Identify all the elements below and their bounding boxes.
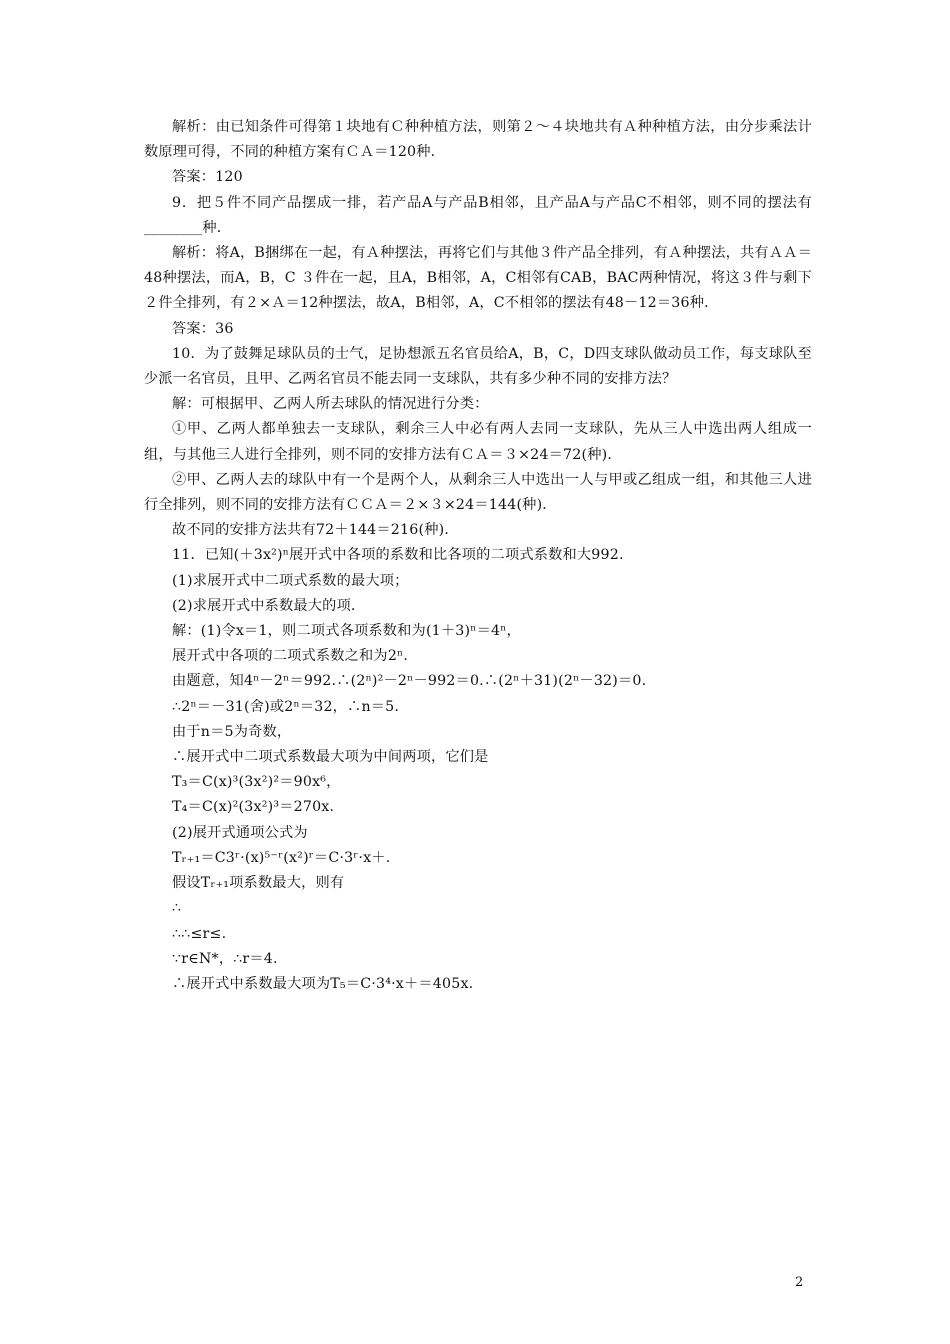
solution-11-line-12: ∴ — [172, 900, 182, 917]
solution-10-case-1: ①甲、乙两人都单独去一支球队，剩余三人中必有两人去同一支球队，先从三人中选出两人组成一组，与其他三人进行全排列，则不同的安排方法有ＣＡ＝３×24＝72(种)． — [144, 421, 812, 463]
question-9: 9．把５件不同产品摆成一排，若产品A与产品B相邻，且产品A与产品C不相邻，则不同的摆法有________种． — [144, 194, 812, 236]
solution-11-line-10: Tᵣ₊₁＝C3ʳ·(x)⁵⁻ʳ(x²)ʳ＝C·3ʳ·x＋. — [172, 849, 391, 866]
solution-10-case-2: ②甲、乙两人去的球队中有一个是两个人，从剩余三人中选出一人与甲或乙组成一组，和其他三人进行全排列，则不同的安排方法有ＣＣＡ＝２×３×24＝144(种)． — [144, 471, 812, 514]
solution-11-line-5: 由于n＝5为奇数， — [172, 723, 292, 740]
solution-11-line-4: ∴2ⁿ＝－31(舍)或2ⁿ＝32，∴n＝5. — [172, 698, 400, 715]
solution-11-line-15: ∴展开式中系数最大项为T₅＝C·3⁴·x＋＝405x. — [172, 975, 474, 992]
page-number: 2 — [795, 1275, 804, 1290]
question-11: 11．已知(＋3x²)ⁿ展开式中各项的系数和比各项的二项式系数和大992. — [172, 547, 624, 564]
question-11-part-1: (1)求展开式中二项式系数的最大项； — [172, 572, 409, 589]
solution-11-line-1: 解：(1)令x＝1，则二项式各项系数和为(1＋3)ⁿ＝4ⁿ， — [172, 623, 521, 640]
solution-11-line-8: T₄＝C(x)²(3x²)³＝270x. — [172, 799, 335, 816]
answer-8: 答案：120 — [172, 169, 243, 186]
solution-11-line-11: 假设Tᵣ₊₁项系数最大，则有 — [172, 875, 345, 892]
solution-10-conclusion: 故不同的安排方法共有72＋144＝216(种)． — [172, 522, 459, 539]
solution-11-line-9: (2)展开式通项公式为 — [172, 824, 308, 841]
solution-11-line-3: 由题意，知4ⁿ－2ⁿ＝992.∴(2ⁿ)²－2ⁿ－992＝0.∴(2ⁿ＋31)(2ⁿ－32)＝0. — [172, 673, 647, 690]
solution-11-line-14: ∵r∈N*，∴r＝4. — [172, 950, 278, 967]
analysis-8: 解析：由已知条件可得第１块地有Ｃ种种植方法，则第２～４块地共有Ａ种种植方法，由分步乘法计数原理可得，不同的种植方案有ＣＡ＝120种． — [144, 119, 812, 161]
solution-11-line-7: T₃＝C(x)³(3x²)²＝90x⁶， — [172, 774, 341, 791]
page-content — [144, 115, 812, 997]
question-11-part-2: (2)求展开式中系数最大的项． — [172, 597, 366, 614]
solution-10-intro: 解：可根据甲、乙两人所去球队的情况进行分类： — [172, 396, 489, 413]
question-10: 10．为了鼓舞足球队员的士气，足协想派五名官员给A，B，C，D四支球队做动员工作，每支球队至少派一名官员，且甲、乙两名官员不能去同一支球队，共有多少种不同的安排方法？ — [144, 345, 812, 388]
solution-11-line-2: 展开式中各项的二项式系数之和为2ⁿ. — [172, 648, 409, 665]
answer-9: 答案：36 — [172, 320, 234, 337]
solution-11-line-6: ∴展开式中二项式系数最大项为中间两项，它们是 — [172, 749, 489, 766]
solution-11-line-13: ∴∴≤r≤. — [172, 925, 227, 942]
analysis-9: 解析：将A，B捆绑在一起，有Ａ种摆法，再将它们与其他３件产品全排列，有Ａ种摆法，共有ＡＡ＝48种摆法，而A，B，C ３件在一起，且A，B相邻，A，C相邻有CAB，BAC两种情况，将这３件与剩下２件全排列，有２×Ａ＝12种摆法，故A，B相邻，A，C不相邻的摆法有48－12＝36种． — [144, 245, 812, 312]
